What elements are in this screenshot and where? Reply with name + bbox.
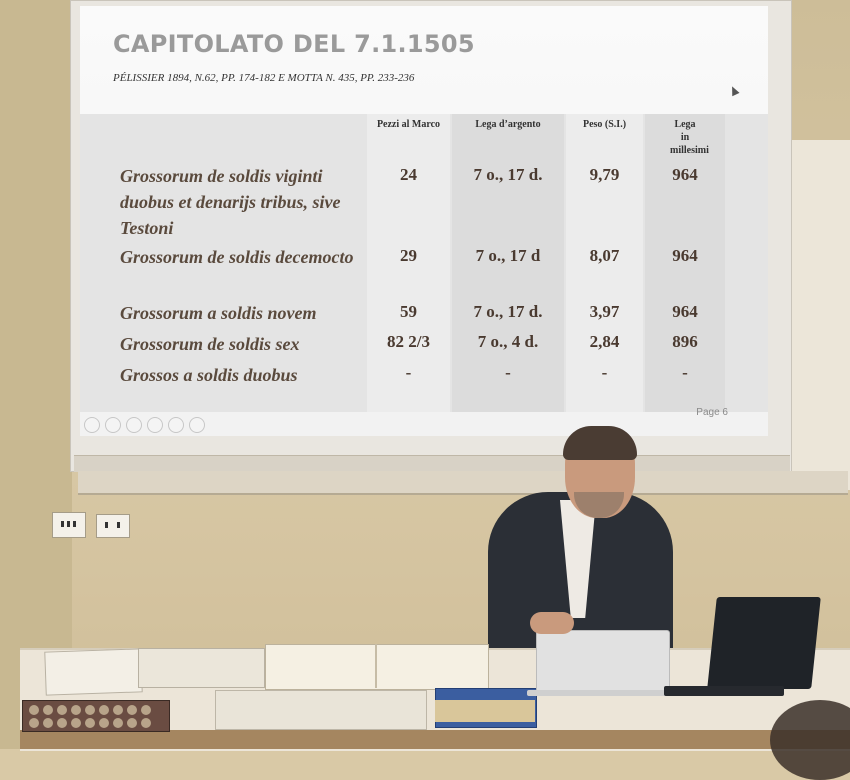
row-label: Grossos a soldis duobus bbox=[120, 365, 298, 385]
speaker-hand bbox=[530, 612, 574, 634]
mouse-cursor-icon bbox=[728, 85, 739, 97]
row-label: Grossorum de soldis viginti duobus et denarijs tribus, sive Testoni bbox=[120, 166, 341, 238]
header-millesimi: Lega in millesimi bbox=[670, 119, 709, 156]
laptop-black-base bbox=[664, 686, 784, 696]
slide-title: CAPITOLATO DEL 7.1.1505 bbox=[113, 30, 475, 58]
row-label: Grossorum a soldis novem bbox=[120, 303, 317, 323]
desk-edge bbox=[20, 730, 850, 749]
slide-subtitle: PÉLISSIER 1894, N.62, PP. 174-182 E MOTTA N. 435, PP. 233-236 bbox=[113, 72, 415, 84]
pen-icon[interactable] bbox=[126, 417, 142, 433]
laptop-white bbox=[536, 630, 670, 694]
cell-millesimi: 964 bbox=[672, 165, 698, 184]
header-pezzi: Pezzi al Marco bbox=[376, 119, 441, 130]
wall-panel bbox=[0, 0, 72, 749]
row-label: Grossorum de soldis decemocto bbox=[120, 247, 354, 267]
slides-icon[interactable] bbox=[147, 417, 163, 433]
open-book bbox=[265, 644, 489, 690]
cell-pezzi: - bbox=[405, 363, 412, 382]
cell-peso: 3,97 bbox=[589, 302, 620, 321]
laptop-black bbox=[707, 597, 821, 689]
back-icon[interactable] bbox=[84, 417, 100, 433]
zoom-icon[interactable] bbox=[168, 417, 184, 433]
cell-peso: 8,07 bbox=[589, 246, 620, 265]
cell-millesimi: - bbox=[682, 363, 688, 382]
screen-bottom-bar bbox=[74, 455, 790, 472]
more-icon[interactable] bbox=[189, 417, 205, 433]
row-label: Grossorum de soldis sex bbox=[120, 334, 300, 354]
cell-peso: 9,79 bbox=[589, 165, 620, 184]
wall-socket bbox=[52, 512, 86, 538]
wall-socket bbox=[96, 514, 130, 538]
cell-pezzi: 24 bbox=[400, 165, 417, 184]
projected-slide bbox=[80, 6, 768, 436]
document bbox=[138, 648, 265, 688]
board-ledge bbox=[78, 471, 848, 495]
cell-lega: 7 o., 4 d. bbox=[477, 332, 539, 351]
cell-millesimi: 896 bbox=[672, 332, 698, 351]
header-peso: Peso (S.I.) bbox=[582, 119, 627, 130]
coin-tray bbox=[22, 700, 170, 732]
document bbox=[44, 648, 142, 695]
document bbox=[215, 690, 427, 730]
cell-peso: 2,84 bbox=[589, 332, 620, 351]
cell-lega: - bbox=[505, 363, 511, 382]
cell-peso: - bbox=[601, 363, 608, 382]
cell-pezzi: 82 2/3 bbox=[387, 332, 430, 351]
page-number: Page 6 bbox=[696, 407, 728, 418]
header-lega: Lega d’argento bbox=[475, 119, 541, 130]
cell-pezzi: 59 bbox=[400, 302, 417, 321]
speaker-hair bbox=[563, 426, 637, 460]
cell-pezzi: 29 bbox=[400, 246, 417, 265]
cell-millesimi: 964 bbox=[672, 246, 698, 265]
cell-lega: 7 o., 17 d. bbox=[473, 302, 543, 321]
cell-lega: 7 o., 17 d bbox=[475, 246, 541, 265]
catalog-cover-image bbox=[435, 700, 535, 722]
laptop-white-base bbox=[527, 690, 673, 696]
slideshow-toolbar bbox=[84, 417, 205, 433]
book-spine bbox=[375, 644, 377, 688]
cell-lega: 7 o., 17 d. bbox=[473, 165, 543, 184]
cell-millesimi: 964 bbox=[672, 302, 698, 321]
forward-icon[interactable] bbox=[105, 417, 121, 433]
